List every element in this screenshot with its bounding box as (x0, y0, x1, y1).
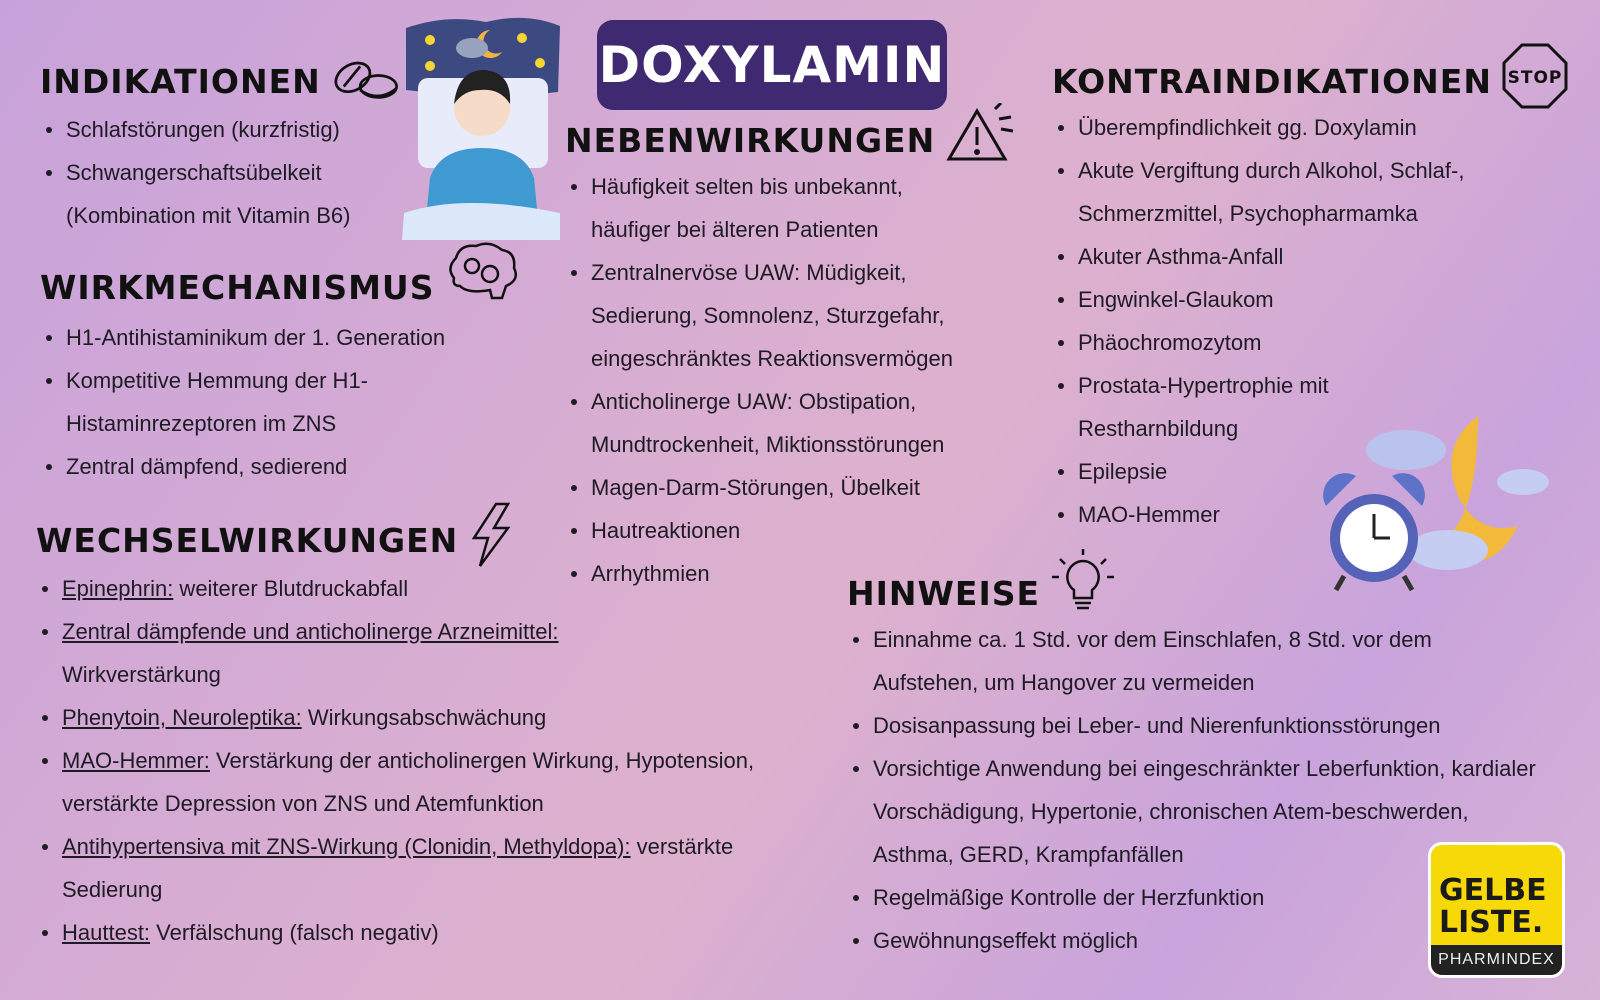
list-item: Zentralnervöse UAW: Müdigkeit, Sedierung, Somnolenz, Sturzgefahr, eingeschränktes Reaktionsvermögen (565, 251, 1005, 380)
heading-nebenwirkungen: NEBENWIRKUNGEN (565, 120, 936, 160)
list-item: Akuter Asthma-Anfall (1052, 235, 1532, 278)
list-item: Vorsichtige Anwendung bei eingeschränkter Leberfunktion, kardialer Vorschädigung, Hypertonie, chronischen Atem-beschwerden, Asthma, GERD, Krampfanfällen (847, 747, 1547, 876)
brain-gears-icon (444, 242, 518, 306)
heading-wechselwirkungen: WECHSELWIRKUNGEN (36, 520, 459, 560)
heading-indikationen: INDIKATIONEN (40, 61, 321, 101)
list-item: Phenytoin, Neuroleptika: Wirkungsabschwächung (36, 696, 796, 739)
list-item: Kompetitive Hemmung der H1-Histaminrezeptoren im ZNS (40, 359, 490, 445)
heading-wirkmechanismus: WIRKMECHANISMUS (40, 267, 435, 307)
list-item: Zentral dämpfend, sedierend (40, 445, 490, 488)
list-item: Häufigkeit selten bis unbekannt, häufiger bei älteren Patienten (565, 165, 965, 251)
list-item: Epinephrin: weiterer Blutdruckabfall (36, 567, 796, 610)
pills-icon (331, 57, 400, 105)
section-nebenwirkungen (565, 115, 1035, 595)
list-item: Epilepsie (1052, 450, 1532, 493)
list-item: Anticholinerge UAW: Obstipation, Mundtrockenheit, Miktionsstörungen (565, 380, 985, 466)
list-item: Arrhythmien (565, 552, 1025, 595)
warning-icon (945, 103, 1015, 163)
svg-text:STOP: STOP (1507, 68, 1563, 88)
section-wirkmechanismus (40, 262, 540, 488)
lightbulb-icon (1050, 547, 1116, 617)
list-item: Magen-Darm-Störungen, Übelkeit (565, 466, 1025, 509)
list-item: Überempfindlichkeit gg. Doxylamin (1052, 106, 1532, 149)
list-item: Regelmäßige Kontrolle der Herzfunktion (847, 876, 1547, 919)
gelbe-liste-logo: GELBE LISTE. PHARMINDEX (1428, 842, 1565, 978)
list-item: Akute Vergiftung durch Alkohol, Schlaf-, Schmerzmittel, Psychopharmamka (1052, 149, 1532, 235)
list-item: Phäochromozytom (1052, 321, 1532, 364)
heading-hinweise: HINWEISE (847, 573, 1041, 613)
list-item: Dosisanpassung bei Leber- und Nierenfunktionsstörungen (847, 704, 1547, 747)
list-item: Engwinkel-Glaukom (1052, 278, 1532, 321)
list-item: MAO-Hemmer: Verstärkung der anticholinergen Wirkung, Hypotension, verstärkte Depression von ZNS und Atemfunktion (36, 739, 756, 825)
page-title: DOXYLAMIN (597, 20, 947, 110)
sleeping-person-illustration (400, 8, 565, 240)
list-item: Einnahme ca. 1 Std. vor dem Einschlafen, 8 Std. vor dem Aufstehen, um Hangover zu vermeiden (847, 618, 1517, 704)
list-item: H1-Antihistaminikum der 1. Generation (40, 316, 490, 359)
list-item: Hauttest: Verfälschung (falsch negativ) (36, 911, 796, 954)
list-item: MAO-Hemmer (1052, 493, 1532, 536)
list-item: Schwangerschaftsübelkeit (Kombination mit Vitamin B6) (40, 151, 390, 237)
list-item: Zentral dämpfende und anticholinerge Arzneimittel: Wirkverstärkung (36, 610, 676, 696)
list-item: Gewöhnungseffekt möglich (847, 919, 1547, 962)
section-indikationen (40, 56, 400, 237)
list-item: Prostata-Hypertrophie mit Restharnbildung (1052, 364, 1372, 450)
lightning-icon (468, 502, 512, 568)
list-item: Antihypertensiva mit ZNS-Wirkung (Clonidin, Methyldopa): verstärkte Sedierung (36, 825, 756, 911)
list-item: Hautreaktionen (565, 509, 1025, 552)
stop-sign-icon (1502, 43, 1568, 109)
heading-kontraindikationen: KONTRAINDIKATIONEN (1052, 61, 1492, 101)
list-item: Schlafstörungen (kurzfristig) (40, 108, 390, 151)
